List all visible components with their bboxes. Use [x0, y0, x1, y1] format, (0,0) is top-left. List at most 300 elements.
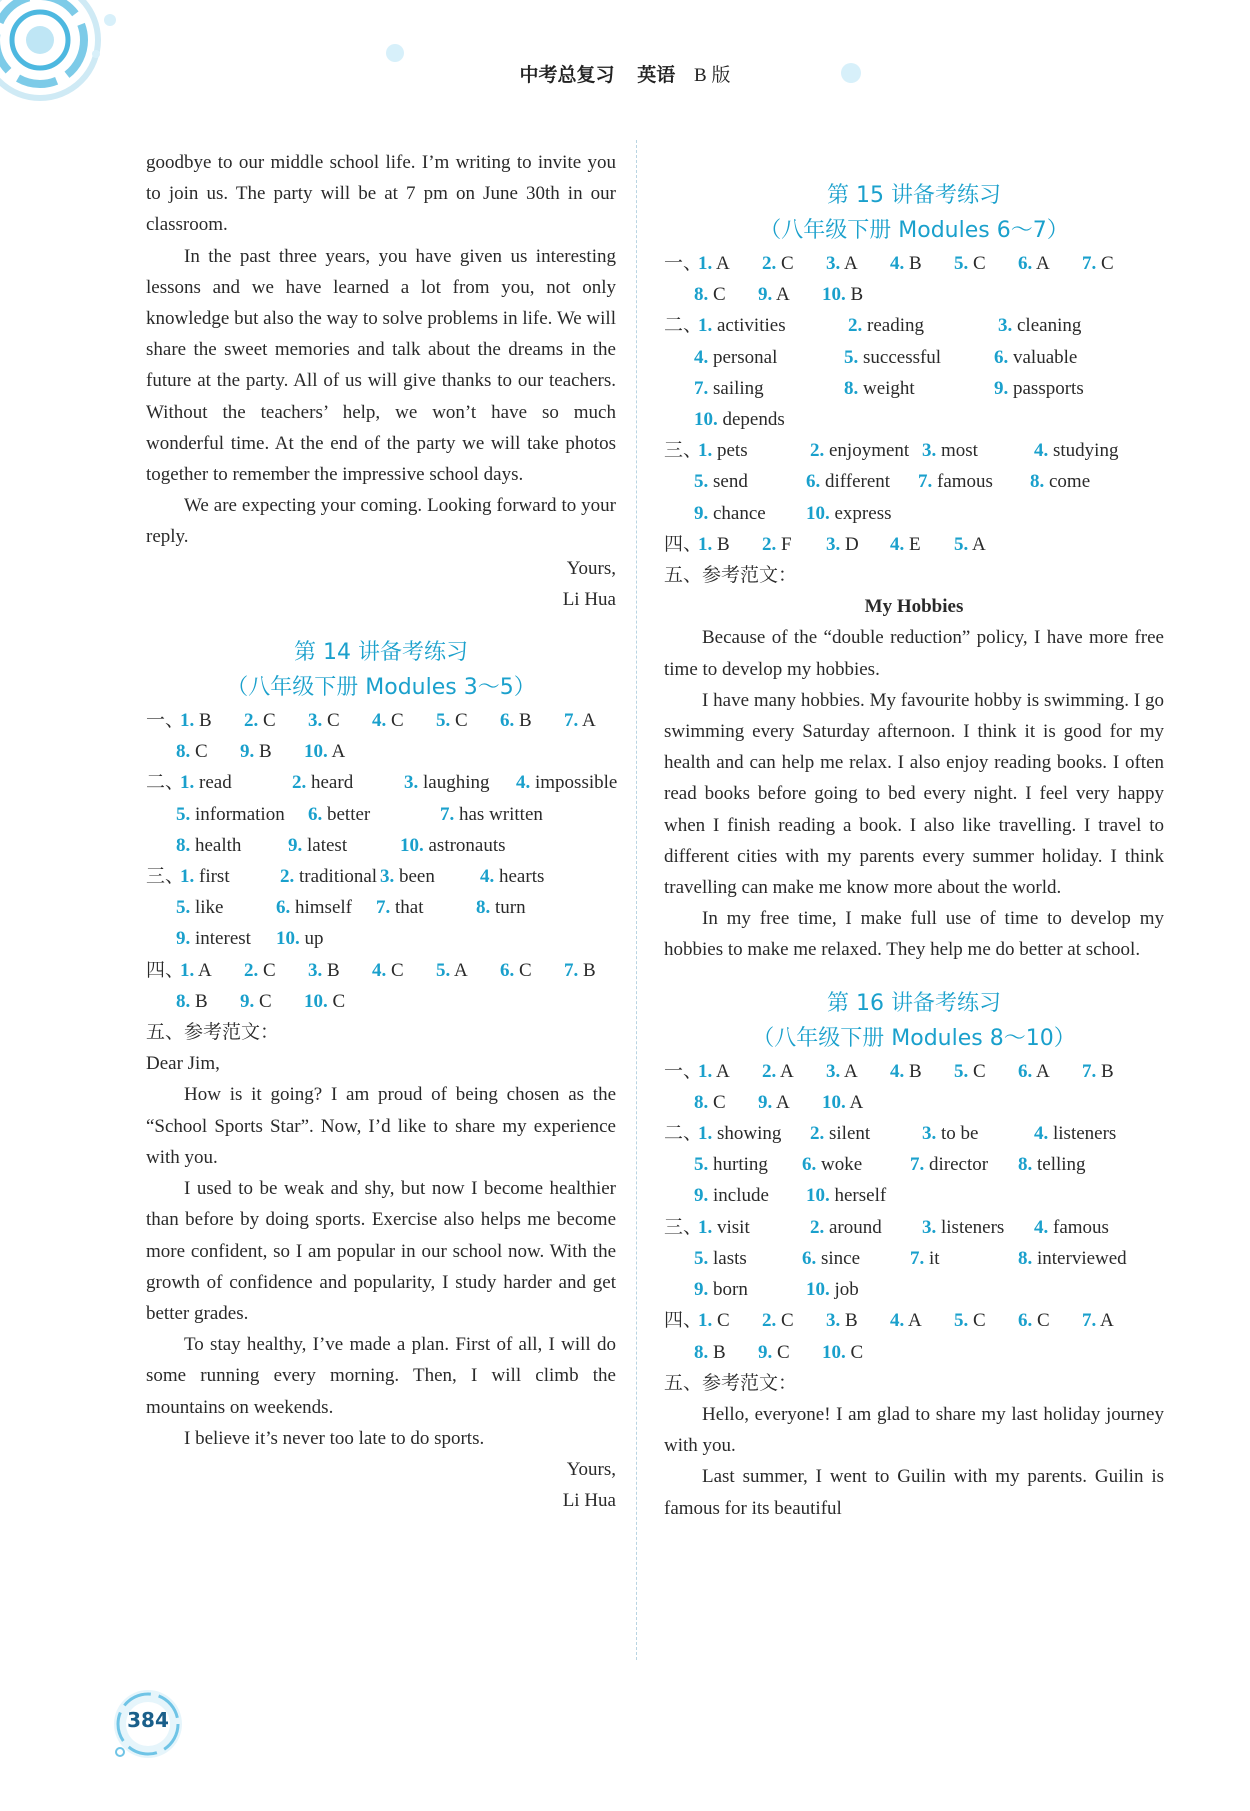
answer-item	[1034, 1118, 1146, 1149]
part-label: 二、	[664, 314, 703, 337]
answer-number: 7.	[910, 1154, 925, 1176]
answer-item	[826, 1056, 890, 1087]
answer-item	[1018, 1305, 1082, 1336]
essay-paragraph: I believe it’s never too late to do sports.	[184, 1427, 485, 1449]
answer-number: 5.	[436, 959, 451, 981]
answer-item	[280, 861, 380, 892]
answer-text: job	[829, 1279, 859, 1301]
answer-text: herself	[829, 1185, 887, 1207]
answer-text: interviewed	[1032, 1247, 1127, 1269]
answer-item	[500, 705, 564, 736]
header-title: 中考总复习	[519, 64, 615, 86]
answer-item	[276, 923, 376, 954]
answer-part-3	[664, 435, 1164, 529]
answer-item	[994, 342, 1144, 373]
answer-text: that	[390, 897, 424, 919]
answer-number: 4.	[480, 866, 495, 888]
answer-item	[476, 892, 576, 923]
answer-item	[1082, 248, 1146, 279]
answer-number: 5.	[844, 346, 859, 368]
essay-paragraph: How is it going? I am proud of being chosen as the “School Sports Star”. Now, I’d like to share my experience with you.	[146, 1084, 616, 1168]
answer-text: reading	[862, 315, 924, 337]
answer-text: C	[1032, 1310, 1050, 1332]
answer-text: traditional	[294, 866, 378, 888]
answer-text: C	[968, 1310, 986, 1332]
answer-number: 7.	[1082, 1310, 1097, 1332]
answer-number: 5.	[954, 1060, 969, 1082]
answer-number: 1.	[698, 1216, 713, 1238]
answer-part-4	[664, 1305, 1164, 1367]
answer-item	[240, 986, 304, 1017]
answer-text: impossible	[530, 772, 618, 794]
answer-text: C	[1096, 253, 1114, 274]
page-number-badge	[110, 1686, 186, 1762]
answer-item	[244, 955, 308, 986]
answer-text: B	[712, 533, 730, 555]
answer-number: 3.	[922, 440, 937, 462]
answer-text: B	[904, 1060, 922, 1082]
answer-number: 6.	[308, 803, 323, 825]
answer-number: 9.	[694, 1279, 709, 1301]
answer-item	[176, 892, 276, 923]
answer-number: 6.	[994, 346, 1009, 368]
answer-item	[698, 529, 762, 560]
answer-text: depends	[717, 409, 785, 431]
answer-text: C	[450, 710, 468, 732]
answer-text: A	[772, 1091, 790, 1113]
answer-number: 8.	[176, 834, 191, 856]
answer-text: up	[299, 928, 324, 950]
answer-item	[806, 1180, 918, 1211]
answer-number: 8.	[1018, 1247, 1033, 1269]
answer-text: F	[776, 533, 792, 555]
answer-item	[694, 342, 844, 373]
essay-signature: Li Hua	[562, 1490, 616, 1512]
answer-number: 4.	[372, 710, 387, 732]
answer-item	[922, 1118, 1034, 1149]
answer-number: 8.	[1018, 1154, 1033, 1176]
answer-text: sailing	[708, 377, 764, 399]
answer-number: 10.	[276, 928, 300, 950]
answer-text: famous	[932, 471, 993, 493]
answer-text: since	[816, 1247, 861, 1269]
answer-item	[180, 705, 244, 736]
answer-item	[910, 1243, 1018, 1274]
answer-number: 6.	[500, 959, 515, 981]
essay-paragraph: I used to be weak and shy, but now I become healthier than before by doing sports. Exercise also helps me become more confident, so I am popular in our school now. With the growth of confidence and popularity, I study harder and get better grades.	[146, 1178, 616, 1324]
answer-number: 3.	[922, 1123, 937, 1145]
answer-text: B	[840, 1310, 858, 1332]
answer-number: 10.	[806, 502, 830, 524]
part-label: 一、	[664, 1059, 703, 1082]
answer-part-5	[664, 1368, 1164, 1399]
answer-number: 1.	[698, 1123, 713, 1145]
answer-number: 4.	[890, 1060, 905, 1082]
answer-text: A	[772, 284, 790, 306]
answer-text: hearts	[494, 866, 545, 888]
letter-paragraph: goodbye to our middle school life. I’m writing to invite you to join us. The party will be at 7 pm on June 30th in our classroom.	[146, 152, 616, 236]
answer-number: 9.	[758, 284, 773, 306]
answer-number: 6.	[1018, 1310, 1033, 1332]
answer-number: 6.	[500, 710, 515, 732]
answer-number: 7.	[376, 897, 391, 919]
answer-item	[1034, 1212, 1146, 1243]
part-label: 四、	[664, 1309, 703, 1332]
section-title: 第 16 讲备考练习	[827, 990, 1001, 1016]
answer-item	[176, 799, 288, 830]
answer-number: 6.	[1018, 253, 1033, 274]
answer-number: 9.	[176, 928, 191, 950]
answer-item	[180, 767, 292, 798]
answer-text: C	[386, 959, 404, 981]
answer-number: 8.	[694, 1091, 709, 1113]
answer-part-2	[664, 310, 1164, 435]
answer-item	[400, 830, 512, 861]
answer-text: it	[924, 1247, 940, 1269]
answer-number: 2.	[762, 1060, 777, 1082]
answer-item	[954, 529, 1018, 560]
answer-item	[1030, 466, 1142, 497]
column-divider	[636, 140, 637, 1660]
left-column	[146, 147, 616, 1516]
answer-number: 3.	[922, 1216, 937, 1238]
answer-item	[694, 1243, 802, 1274]
right-column	[664, 178, 1164, 1524]
answer-text: C	[190, 741, 208, 763]
essay-paragraph: Last summer, I went to Guilin with my parents. Guilin is famous for its beautiful	[664, 1466, 1164, 1519]
answer-item	[826, 1305, 890, 1336]
part-label: 三、	[664, 1215, 703, 1238]
part-label: 四、	[146, 958, 185, 981]
answer-text: read	[194, 772, 232, 794]
answer-item	[810, 435, 922, 466]
answer-text: C	[968, 253, 986, 274]
answer-text: A	[578, 710, 596, 732]
answer-number: 7.	[564, 710, 579, 732]
answer-item	[1018, 1149, 1126, 1180]
answer-item	[1034, 435, 1146, 466]
essay-paragraph: Because of the “double reduction” policy, I have more free time to develop my hobbies.	[664, 627, 1164, 680]
answer-number: 9.	[758, 1091, 773, 1113]
answer-item	[826, 529, 890, 560]
answer-number: 2.	[762, 1310, 777, 1332]
section-title: 第 14 讲备考练习	[294, 640, 468, 666]
answer-item	[762, 248, 826, 279]
answer-text: director	[924, 1154, 989, 1176]
answer-text: A	[904, 1310, 922, 1332]
part-label: 二、	[664, 1122, 703, 1145]
answer-item	[922, 1212, 1034, 1243]
answer-text: B	[904, 253, 922, 274]
answer-text: C	[776, 1310, 794, 1332]
answer-text: woke	[816, 1154, 863, 1176]
answer-item	[694, 1149, 802, 1180]
answer-text: C	[772, 1341, 790, 1363]
part-label: 二、	[146, 771, 185, 794]
answer-item	[436, 955, 500, 986]
answer-text: most	[936, 440, 978, 462]
answer-number: 10.	[694, 409, 718, 431]
answer-item	[806, 498, 918, 529]
answer-text: weight	[858, 377, 915, 399]
answer-text: A	[845, 1091, 864, 1113]
answer-item	[564, 955, 628, 986]
answer-item	[694, 466, 806, 497]
answer-item	[698, 248, 762, 279]
answer-item	[292, 767, 404, 798]
answer-number: 3.	[826, 1060, 841, 1082]
answer-item	[404, 767, 516, 798]
answer-number: 7.	[440, 803, 455, 825]
answer-text: personal	[708, 346, 778, 368]
answer-number: 10.	[400, 834, 424, 856]
answer-text: like	[190, 897, 224, 919]
answer-item	[694, 279, 758, 310]
answer-item	[758, 1337, 822, 1368]
answer-text: B	[1096, 1060, 1114, 1082]
answer-number: 4.	[890, 533, 905, 555]
answer-text: A	[712, 253, 730, 274]
answer-number: 1.	[698, 1060, 713, 1082]
answer-part-4	[664, 529, 1164, 560]
answer-item	[694, 1180, 806, 1211]
answer-item	[910, 1149, 1018, 1180]
answer-number: 5.	[176, 897, 191, 919]
answer-item	[844, 342, 994, 373]
answer-item	[564, 705, 628, 736]
essay-greeting: Dear Jim,	[146, 1053, 220, 1075]
answer-item	[180, 955, 244, 986]
answer-item	[176, 736, 240, 767]
answer-item	[826, 248, 890, 279]
answer-item	[698, 1056, 762, 1087]
answer-number: 2.	[244, 959, 259, 981]
part-label: 三、	[146, 865, 185, 888]
answer-number: 2.	[292, 772, 307, 794]
answer-item	[762, 529, 826, 560]
section-subtitle: （八年级下册 Modules 8～10）	[752, 1025, 1076, 1051]
header-edition: B 版	[694, 65, 731, 86]
answer-text: C	[254, 990, 272, 1012]
answer-text: successful	[858, 346, 942, 368]
answer-part-3	[146, 861, 616, 955]
answer-item	[890, 1056, 954, 1087]
answer-item	[304, 986, 368, 1017]
answer-text: been	[394, 866, 435, 888]
answer-item	[304, 736, 368, 767]
answer-number: 3.	[404, 772, 419, 794]
answer-text: A	[327, 741, 346, 763]
answer-number: 4.	[890, 253, 905, 274]
answer-text: listeners	[1048, 1123, 1117, 1145]
answer-item	[180, 861, 280, 892]
answer-item	[694, 373, 844, 404]
answer-text: visit	[712, 1216, 750, 1238]
answer-item	[890, 248, 954, 279]
answer-item	[276, 892, 376, 923]
answer-item	[998, 310, 1148, 341]
answer-item	[762, 1305, 826, 1336]
answer-number: 9.	[758, 1341, 773, 1363]
answer-text: C	[258, 959, 276, 981]
answer-item	[480, 861, 580, 892]
answer-text: turn	[490, 897, 526, 919]
answer-number: 8.	[694, 1341, 709, 1363]
answer-item	[954, 1056, 1018, 1087]
answer-text: C	[258, 710, 276, 732]
part-label: 五、参考范文：	[664, 564, 798, 587]
answer-number: 8.	[476, 897, 491, 919]
answer-text: C	[776, 253, 794, 274]
answer-number: 8.	[844, 377, 859, 399]
answer-number: 1.	[698, 440, 713, 462]
answer-item	[758, 1087, 822, 1118]
answer-item	[922, 435, 1034, 466]
answer-number: 9.	[240, 741, 255, 763]
answer-text: activities	[712, 315, 786, 337]
answer-number: 4.	[1034, 440, 1049, 462]
answer-text: to be	[936, 1123, 979, 1145]
answer-text: pets	[712, 440, 748, 462]
answer-text: listeners	[936, 1216, 1005, 1238]
answer-part-1	[664, 248, 1164, 310]
answer-item	[994, 373, 1144, 404]
answer-text: information	[190, 803, 285, 825]
answer-number: 3.	[308, 959, 323, 981]
answer-text: A	[1032, 253, 1050, 274]
essay-closing: Yours,	[566, 1458, 616, 1480]
answer-item	[802, 1243, 910, 1274]
answer-number: 5.	[176, 803, 191, 825]
answer-number: 3.	[308, 710, 323, 732]
answer-number: 2.	[762, 253, 777, 274]
answer-text: B	[194, 710, 212, 732]
answer-number: 3.	[998, 315, 1013, 337]
answer-item	[890, 1305, 954, 1336]
answer-number: 9.	[694, 502, 709, 524]
answer-text: valuable	[1008, 346, 1078, 368]
answer-number: 2.	[810, 1216, 825, 1238]
answer-item	[694, 1337, 758, 1368]
essay-paragraph: In my free time, I make full use of time to develop my hobbies to make me relaxed. They help me do better at school.	[664, 908, 1164, 961]
answer-part-5	[664, 560, 1164, 591]
answer-part-3	[664, 1212, 1164, 1306]
answer-number: 10.	[822, 1341, 846, 1363]
page-header	[0, 60, 1250, 87]
answer-item	[372, 705, 436, 736]
answer-item	[698, 1212, 810, 1243]
letter-paragraph: We are expecting your coming. Looking forward to your reply.	[146, 495, 616, 548]
answer-text: different	[820, 471, 891, 493]
answer-text: C	[327, 990, 346, 1012]
answer-number: 3.	[826, 533, 841, 555]
answer-item	[1018, 1243, 1126, 1274]
answer-text: first	[194, 866, 230, 888]
answer-item	[698, 435, 810, 466]
answer-text: health	[190, 834, 242, 856]
answer-number: 4.	[372, 959, 387, 981]
answer-text: telling	[1032, 1154, 1086, 1176]
answer-text: B	[514, 710, 532, 732]
answer-number: 9.	[288, 834, 303, 856]
answer-item	[244, 705, 308, 736]
answer-part-1	[664, 1056, 1164, 1118]
answer-text: A	[1032, 1060, 1050, 1082]
answer-item	[844, 373, 994, 404]
answer-number: 6.	[802, 1154, 817, 1176]
answer-text: include	[708, 1185, 769, 1207]
answer-text: C	[514, 959, 532, 981]
answer-number: 7.	[564, 959, 579, 981]
answer-number: 7.	[1082, 1060, 1097, 1082]
answer-text: famous	[1048, 1216, 1109, 1238]
answer-item	[802, 1149, 910, 1180]
answer-text: astronauts	[423, 834, 506, 856]
header-subject: 英语	[637, 64, 676, 86]
answer-item	[436, 705, 500, 736]
answer-item	[954, 1305, 1018, 1336]
answer-number: 1.	[698, 253, 713, 274]
answer-text: send	[708, 471, 748, 493]
essay-paragraph: I have many hobbies. My favourite hobby is swimming. I go swimming every Saturday afternoon. I think it is good for my health and can help me relax. I also enjoy reading books. I often read books before going to bed every night. I feel very happy when I finish reading a book. I also like travelling. I travel to different cities with my parents every summer holiday. I think travelling can make me know more about the world.	[664, 689, 1164, 899]
section-subtitle: （八年级下册 Modules 3～5）	[226, 675, 536, 701]
answer-number: 7.	[1082, 253, 1097, 274]
answer-item	[822, 279, 886, 310]
answer-text: C	[322, 710, 340, 732]
answer-number: 6.	[806, 471, 821, 493]
answer-text: born	[708, 1279, 748, 1301]
answer-text: better	[322, 803, 371, 825]
answer-number: 2.	[280, 866, 295, 888]
answer-number: 10.	[806, 1279, 830, 1301]
answer-item	[694, 404, 844, 435]
answer-part-2	[664, 1118, 1164, 1212]
answer-number: 8.	[176, 990, 191, 1012]
answer-text: showing	[712, 1123, 782, 1145]
answer-text: A	[1096, 1310, 1114, 1332]
answer-number: 6.	[1018, 1060, 1033, 1082]
answer-number: 3.	[826, 1310, 841, 1332]
answer-text: A	[776, 1060, 794, 1082]
answer-item	[1018, 1056, 1082, 1087]
answer-item	[372, 955, 436, 986]
answer-number: 1.	[180, 772, 195, 794]
answer-part-5	[146, 1017, 616, 1048]
answer-number: 1.	[180, 866, 195, 888]
answer-text: B	[322, 959, 340, 981]
letter-paragraph: In the past three years, you have given us interesting lessons and we have learned a lot from you, not only knowledge but also the way to solve problems in life. We will share the sweet memories and talk about the dreams in the future at the party. All of us will give thanks to our teachers. Without the teachers’ help, we won’t have so much wonderful time. At the end of the party we will take photos together to remember the impressive school days.	[146, 245, 616, 486]
answer-number: 10.	[822, 284, 846, 306]
answer-text: C	[968, 1060, 986, 1082]
answer-number: 10.	[304, 990, 328, 1012]
answer-text: passports	[1008, 377, 1084, 399]
answer-number: 5.	[954, 1310, 969, 1332]
answer-text: enjoyment	[824, 440, 910, 462]
answer-number: 2.	[810, 1123, 825, 1145]
answer-number: 8.	[1030, 471, 1045, 493]
answer-item	[176, 830, 288, 861]
answer-item	[240, 736, 304, 767]
answer-number: 5.	[954, 253, 969, 274]
answer-text: B	[845, 284, 864, 306]
answer-text: E	[904, 533, 921, 555]
answer-text: laughing	[418, 772, 490, 794]
answer-item	[698, 1118, 810, 1149]
answer-item	[810, 1118, 922, 1149]
answer-number: 2.	[762, 533, 777, 555]
answer-item	[308, 799, 420, 830]
answer-number: 8.	[694, 284, 709, 306]
